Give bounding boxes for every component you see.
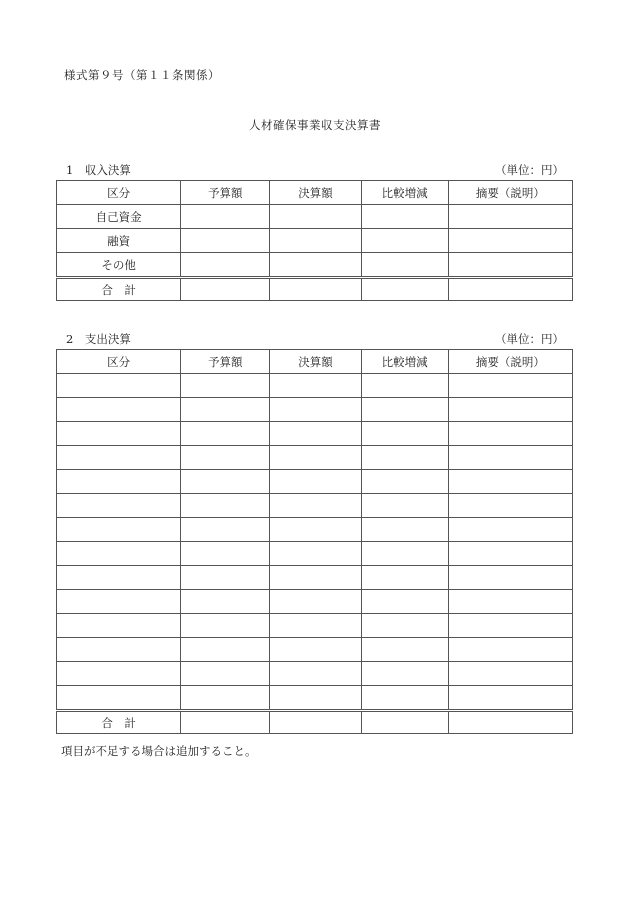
table-cell <box>181 422 270 446</box>
table-cell <box>448 398 572 422</box>
total-cell <box>181 278 270 301</box>
table-cell <box>270 470 361 494</box>
table-row <box>57 566 573 590</box>
total-cell <box>448 711 572 734</box>
table-cell <box>181 446 270 470</box>
total-label: 合 計 <box>57 711 181 734</box>
table-cell <box>448 422 572 446</box>
table-row <box>57 470 573 494</box>
table-row <box>57 662 573 686</box>
table-cell <box>361 374 448 398</box>
table-cell <box>448 205 572 229</box>
table-cell <box>270 590 361 614</box>
table-row <box>57 614 573 638</box>
table-cell <box>270 205 361 229</box>
table-row <box>57 686 573 711</box>
table-cell <box>270 446 361 470</box>
table-cell <box>270 374 361 398</box>
row-category-cell <box>57 518 181 542</box>
table-cell <box>448 638 572 662</box>
income-unit-label: （単位：円） <box>495 163 564 177</box>
table-cell <box>448 662 572 686</box>
income-header-row <box>57 181 573 205</box>
table-cell <box>270 638 361 662</box>
table-cell <box>361 686 448 711</box>
footnote: 項目が不足する場合は追加すること。 <box>61 744 257 758</box>
table-row <box>57 205 573 229</box>
table-row <box>57 542 573 566</box>
table-cell <box>448 494 572 518</box>
table-cell <box>181 398 270 422</box>
row-category-cell: その他 <box>57 253 181 278</box>
table-cell <box>361 566 448 590</box>
table-row <box>57 374 573 398</box>
table-cell <box>361 662 448 686</box>
table-cell <box>448 542 572 566</box>
table-cell <box>181 566 270 590</box>
column-header-actual: 決算額 <box>270 181 361 205</box>
table-cell <box>361 590 448 614</box>
column-header-difference: 比較増減 <box>361 181 448 205</box>
column-header-category: 区分 <box>57 181 181 205</box>
table-cell <box>270 614 361 638</box>
table-cell <box>448 614 572 638</box>
row-category-cell: 融資 <box>57 229 181 253</box>
table-cell <box>448 470 572 494</box>
table-cell <box>361 398 448 422</box>
form-number: 様式第９号（第１１条関係） <box>64 68 220 82</box>
row-category-cell <box>57 446 181 470</box>
table-row <box>57 518 573 542</box>
table-row <box>57 398 573 422</box>
table-cell <box>361 494 448 518</box>
total-row <box>57 711 573 734</box>
table-cell <box>361 446 448 470</box>
expenditure-section-title: 2 支出決算 <box>66 332 131 346</box>
table-cell <box>270 518 361 542</box>
table-cell <box>361 638 448 662</box>
row-category-cell <box>57 542 181 566</box>
row-category-cell <box>57 398 181 422</box>
table-cell <box>181 686 270 711</box>
total-cell <box>361 278 448 301</box>
total-cell <box>448 278 572 301</box>
expenditure-unit-label: （単位：円） <box>495 332 564 346</box>
table-cell <box>181 542 270 566</box>
row-category-cell <box>57 494 181 518</box>
table-cell <box>270 398 361 422</box>
table-cell <box>448 590 572 614</box>
row-category-cell <box>57 566 181 590</box>
table-cell <box>361 542 448 566</box>
table-cell <box>448 253 572 278</box>
row-category-cell <box>57 470 181 494</box>
row-category-cell <box>57 422 181 446</box>
income-table <box>56 180 573 301</box>
expenditure-header-row <box>57 350 573 374</box>
table-cell <box>448 446 572 470</box>
table-row <box>57 590 573 614</box>
table-cell <box>181 662 270 686</box>
table-cell <box>270 542 361 566</box>
table-cell <box>448 229 572 253</box>
table-row <box>57 446 573 470</box>
table-cell <box>181 470 270 494</box>
column-header-actual: 決算額 <box>270 350 361 374</box>
table-row <box>57 253 573 278</box>
table-cell <box>361 229 448 253</box>
table-cell <box>181 205 270 229</box>
row-category-cell <box>57 662 181 686</box>
table-row <box>57 422 573 446</box>
column-header-budget: 予算額 <box>181 181 270 205</box>
table-cell <box>270 422 361 446</box>
row-category-cell <box>57 614 181 638</box>
table-cell <box>270 686 361 711</box>
table-cell <box>181 614 270 638</box>
table-cell <box>270 662 361 686</box>
total-cell <box>270 711 361 734</box>
table-row <box>57 229 573 253</box>
row-category-cell <box>57 686 181 711</box>
column-header-remarks: 摘要（説明） <box>448 350 572 374</box>
expenditure-table <box>56 349 573 734</box>
table-cell <box>361 253 448 278</box>
table-cell <box>361 614 448 638</box>
column-header-difference: 比較増減 <box>361 350 448 374</box>
table-cell <box>361 518 448 542</box>
total-row <box>57 278 573 301</box>
table-cell <box>181 374 270 398</box>
column-header-budget: 予算額 <box>181 350 270 374</box>
row-category-cell <box>57 638 181 662</box>
table-cell <box>181 253 270 278</box>
table-cell <box>270 566 361 590</box>
table-cell <box>361 422 448 446</box>
column-header-category: 区分 <box>57 350 181 374</box>
table-cell <box>270 253 361 278</box>
total-cell <box>181 711 270 734</box>
row-category-cell <box>57 374 181 398</box>
row-category-cell <box>57 590 181 614</box>
table-cell <box>448 686 572 711</box>
expenditure-section-header <box>66 331 572 347</box>
table-cell <box>448 374 572 398</box>
table-cell <box>361 205 448 229</box>
table-row <box>57 638 573 662</box>
table-cell <box>181 494 270 518</box>
column-header-remarks: 摘要（説明） <box>448 181 572 205</box>
total-cell <box>270 278 361 301</box>
row-category-cell: 自己資金 <box>57 205 181 229</box>
table-cell <box>361 470 448 494</box>
table-cell <box>181 638 270 662</box>
income-section-header <box>66 162 572 178</box>
table-cell <box>270 494 361 518</box>
table-cell <box>270 229 361 253</box>
total-label: 合 計 <box>57 278 181 301</box>
table-cell <box>448 566 572 590</box>
table-cell <box>181 518 270 542</box>
table-cell <box>181 229 270 253</box>
total-cell <box>361 711 448 734</box>
table-row <box>57 494 573 518</box>
table-cell <box>448 518 572 542</box>
document-title: 人材確保事業収支決算書 <box>249 118 381 132</box>
table-cell <box>181 590 270 614</box>
income-section-title: 1 収入決算 <box>66 163 131 177</box>
